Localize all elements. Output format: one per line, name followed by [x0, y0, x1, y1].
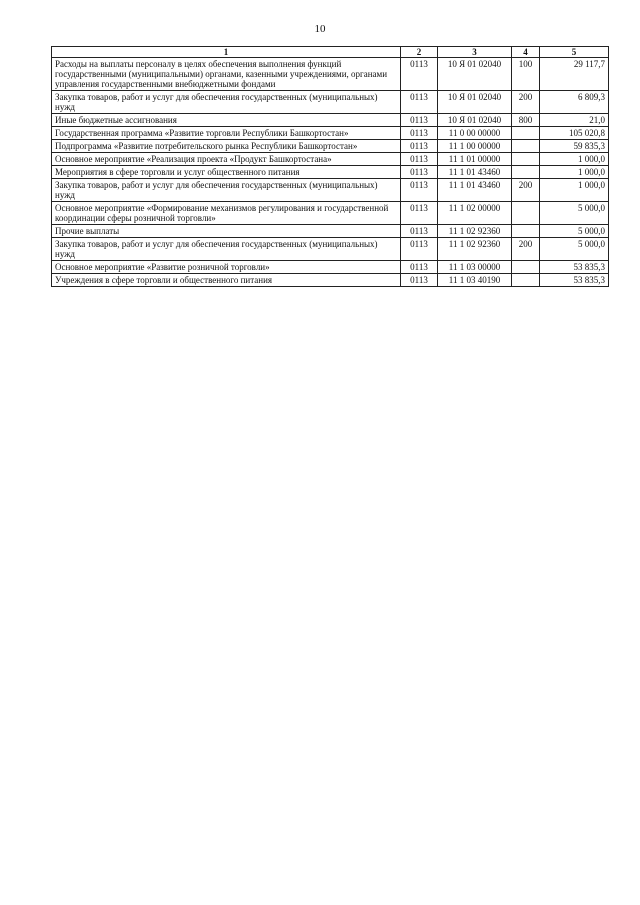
row-amount: 5 000,0: [540, 238, 609, 261]
row-type: 200: [512, 91, 540, 114]
row-code: 11 1 01 43460: [438, 166, 512, 179]
row-amount: 1 000,0: [540, 179, 609, 202]
row-amount: 59 835,3: [540, 140, 609, 153]
row-type: 200: [512, 179, 540, 202]
row-section: 0113: [401, 166, 438, 179]
row-code: 11 1 01 43460: [438, 179, 512, 202]
row-amount: 21,0: [540, 114, 609, 127]
row-name: Основное мероприятие «Реализация проекта «Продукт Башкортостана»: [52, 153, 401, 166]
row-section: 0113: [401, 127, 438, 140]
row-name: Иные бюджетные ассигнования: [52, 114, 401, 127]
row-code: 11 1 00 00000: [438, 140, 512, 153]
column-header-type: 4: [512, 47, 540, 58]
table-row: [52, 261, 609, 274]
row-type: 100: [512, 58, 540, 91]
row-section: 0113: [401, 140, 438, 153]
row-section: 0113: [401, 202, 438, 225]
row-code: 11 1 02 00000: [438, 202, 512, 225]
row-code: 11 1 02 92360: [438, 238, 512, 261]
table-row: [52, 238, 609, 261]
table-row: [52, 166, 609, 179]
row-section: 0113: [401, 58, 438, 91]
row-code: 11 1 01 00000: [438, 153, 512, 166]
row-name: Основное мероприятие «Формирование механизмов регулирования и государственной координации сферы розничной торговли»: [52, 202, 401, 225]
table-row: [52, 140, 609, 153]
row-amount: 5 000,0: [540, 202, 609, 225]
row-amount: 53 835,3: [540, 261, 609, 274]
table-row: [52, 91, 609, 114]
row-code: 11 1 02 92360: [438, 225, 512, 238]
row-name: Закупка товаров, работ и услуг для обеспечения государственных (муниципальных) нужд: [52, 238, 401, 261]
row-type: [512, 153, 540, 166]
row-name: Основное мероприятие «Развитие розничной торговли»: [52, 261, 401, 274]
row-section: 0113: [401, 91, 438, 114]
table-row: [52, 225, 609, 238]
row-code: 10 Я 01 02040: [438, 114, 512, 127]
row-type: 200: [512, 238, 540, 261]
row-section: 0113: [401, 261, 438, 274]
table-row: [52, 179, 609, 202]
row-type: [512, 225, 540, 238]
row-section: 0113: [401, 274, 438, 287]
row-code: 10 Я 01 02040: [438, 91, 512, 114]
row-name: Закупка товаров, работ и услуг для обеспечения государственных (муниципальных) нужд: [52, 179, 401, 202]
row-code: 10 Я 01 02040: [438, 58, 512, 91]
row-section: 0113: [401, 179, 438, 202]
row-section: 0113: [401, 153, 438, 166]
column-header-section: 2: [401, 47, 438, 58]
row-section: 0113: [401, 238, 438, 261]
row-code: 11 1 03 00000: [438, 261, 512, 274]
table-row: [52, 153, 609, 166]
row-section: 0113: [401, 114, 438, 127]
row-amount: 29 117,7: [540, 58, 609, 91]
row-name: Расходы на выплаты персоналу в целях обеспечения выполнения функций государственными (муниципальными) органами, казенными учреждениями, органами управления государственными внебюджетными фондами: [52, 58, 401, 91]
column-header-name: 1: [52, 47, 401, 58]
row-name: Мероприятия в сфере торговли и услуг общественного питания: [52, 166, 401, 179]
table-row: [52, 58, 609, 91]
row-name: Подпрограмма «Развитие потребительского рынка Республики Башкортостан»: [52, 140, 401, 153]
row-amount: 105 020,8: [540, 127, 609, 140]
table-row: [52, 114, 609, 127]
row-amount: 5 000,0: [540, 225, 609, 238]
row-name: Государственная программа «Развитие торговли Республики Башкортостан»: [52, 127, 401, 140]
row-type: [512, 261, 540, 274]
row-amount: 1 000,0: [540, 166, 609, 179]
page-number: 10: [314, 23, 326, 35]
row-amount: 6 809,3: [540, 91, 609, 114]
row-name: Закупка товаров, работ и услуг для обеспечения государственных (муниципальных) нужд: [52, 91, 401, 114]
row-code: 11 0 00 00000: [438, 127, 512, 140]
row-type: [512, 202, 540, 225]
table-header-row: [52, 47, 609, 58]
row-type: [512, 274, 540, 287]
row-name: Прочие выплаты: [52, 225, 401, 238]
table-row: [52, 202, 609, 225]
table-row: [52, 274, 609, 287]
row-code: 11 1 03 40190: [438, 274, 512, 287]
table-row: [52, 127, 609, 140]
row-type: 800: [512, 114, 540, 127]
row-type: [512, 140, 540, 153]
row-amount: 53 835,3: [540, 274, 609, 287]
row-section: 0113: [401, 225, 438, 238]
row-name: Учреждения в сфере торговли и общественного питания: [52, 274, 401, 287]
column-header-amount: 5: [540, 47, 609, 58]
row-amount: 1 000,0: [540, 153, 609, 166]
budget-table: [51, 46, 609, 287]
row-type: [512, 127, 540, 140]
column-header-code: 3: [438, 47, 512, 58]
row-type: [512, 166, 540, 179]
